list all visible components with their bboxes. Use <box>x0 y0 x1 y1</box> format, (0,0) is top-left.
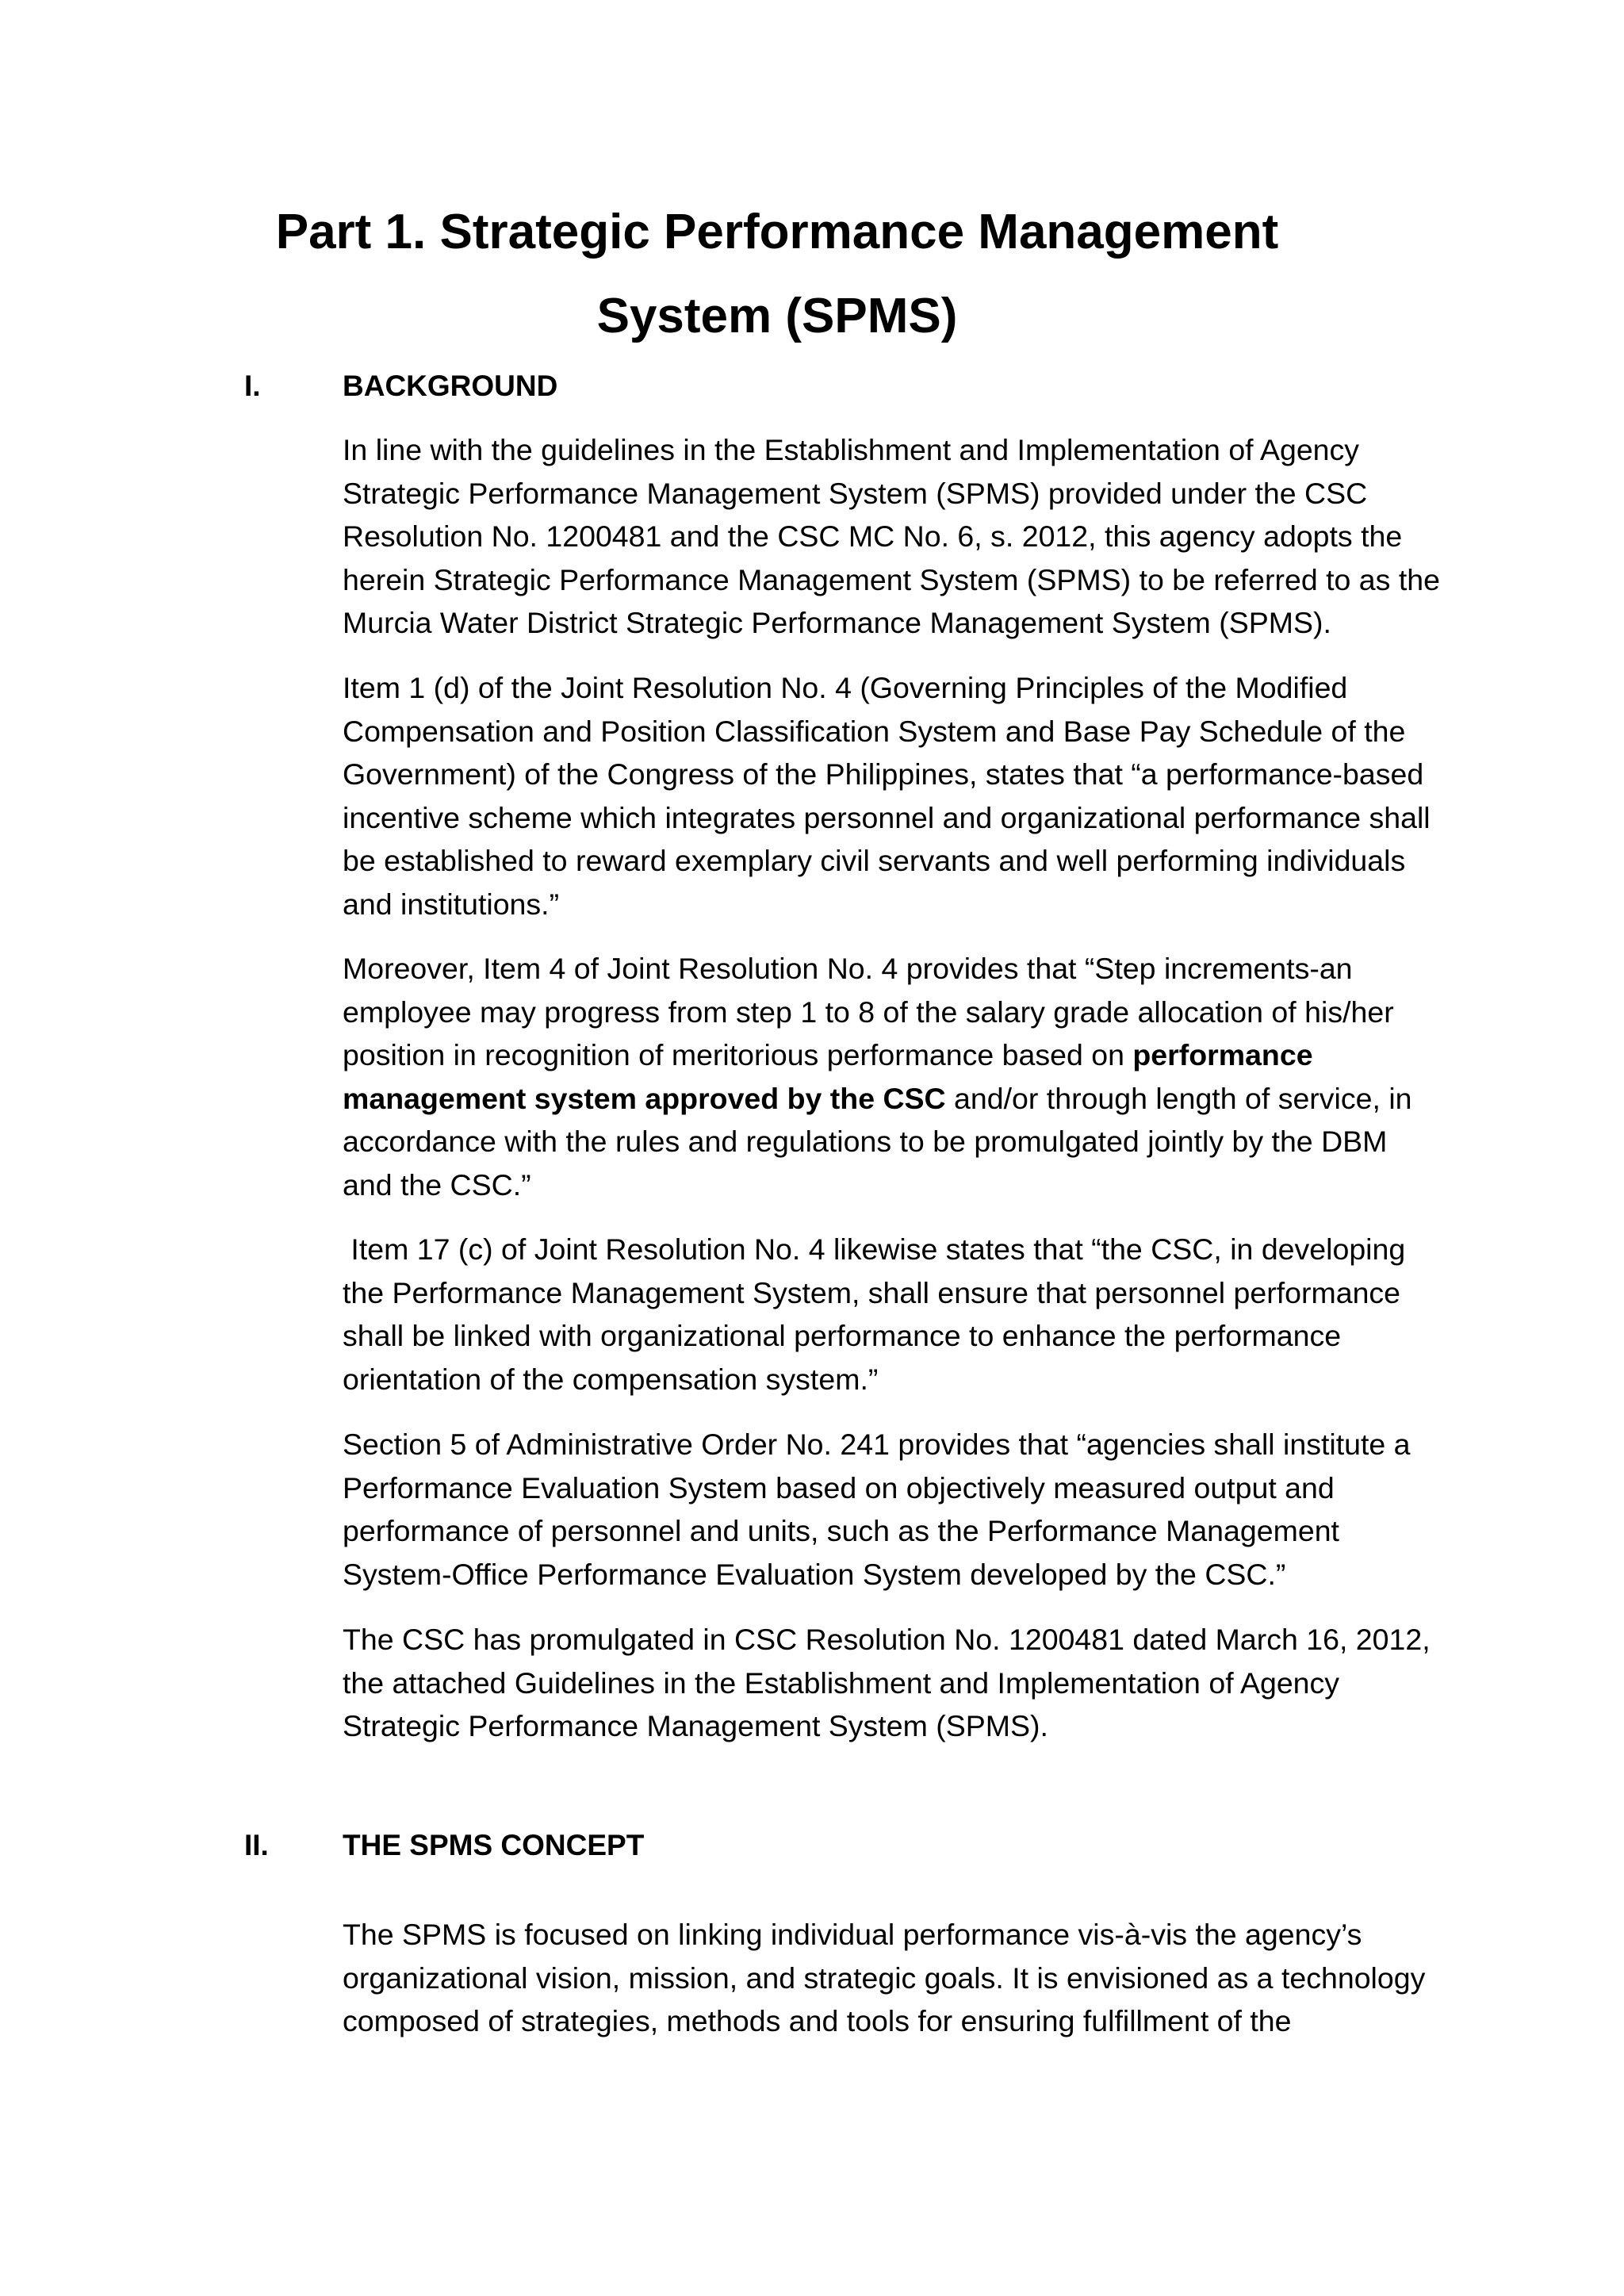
paragraph: In line with the guidelines in the Establishment and Implementation of Agency Strategic Performance Management System (SPMS) provided under the CSC Resolution No. 1200481 and the CSC MC No. 6, s. 2012, this agency adopts the herein Strategic Performance Management System (SPMS) to be referred to as the Murcia Water District Strategic Performance Management System (SPMS). <box>343 433 1440 639</box>
document-title: Part 1. Strategic Performance Management System (SPMS) <box>275 205 1279 343</box>
paragraph: The SPMS is focused on linking individual performance vis-à-vis the agency’s organizational vision, mission, and strategic goals. It is envisioned as a technology composed of strategies, methods and tools for ensuring fulfillment of the <box>343 1918 1426 2037</box>
section-number: II. <box>244 1829 269 1861</box>
paragraph: Item 1 (d) of the Joint Resolution No. 4 (Governing Principles of the Modified Compensation and Position Classification System and Base Pay Schedule of the Government) of the Congress of the Philippines, states that “a performance-based incentive scheme which integrates personnel and organizational performance shall be established to reward exemplary civil servants and well performing individuals and institutions.” <box>343 671 1431 921</box>
paragraph: Item 17 (c) of Joint Resolution No. 4 likewise states that “the CSC, in developing the Performance Management System, shall ensure that personnel performance shall be linked with organizational performance to enhance the performance orientation of the compensation system.” <box>343 1232 1414 1396</box>
paragraph-text: and/or through length of service, in accordance with the rules and regulations to be promulgated jointly by the DBM and the CSC.” <box>343 1081 1412 1202</box>
section-title: THE SPMS CONCEPT <box>343 1829 645 1861</box>
section-number: I. <box>244 370 261 402</box>
paragraph: Section 5 of Administrative Order No. 241 provides that “agencies shall institute a Performance Evaluation System based on objectively measured output and performance of personnel and units, such as the Performance Management System-Office Performance Evaluation System developed by the CSC.” <box>343 1428 1411 1591</box>
section-title: BACKGROUND <box>343 370 558 402</box>
paragraph-text: Moreover, Item 4 of Joint Resolution No. 4 provides that “Step increments-an employee may progress from step 1 to 8 of the salary grade allocation of his/her position in recognition of meritorious performance based on <box>343 952 1394 1071</box>
paragraph: The CSC has promulgated in CSC Resolution No. 1200481 dated March 16, 2012, the attached Guidelines in the Establishment and Implementation of Agency Strategic Performance Management System (SPMS). <box>343 1623 1431 1742</box>
paragraph <box>343 947 1445 1206</box>
emphasis-text: performance management system approved by the CSC <box>343 1038 1313 1115</box>
